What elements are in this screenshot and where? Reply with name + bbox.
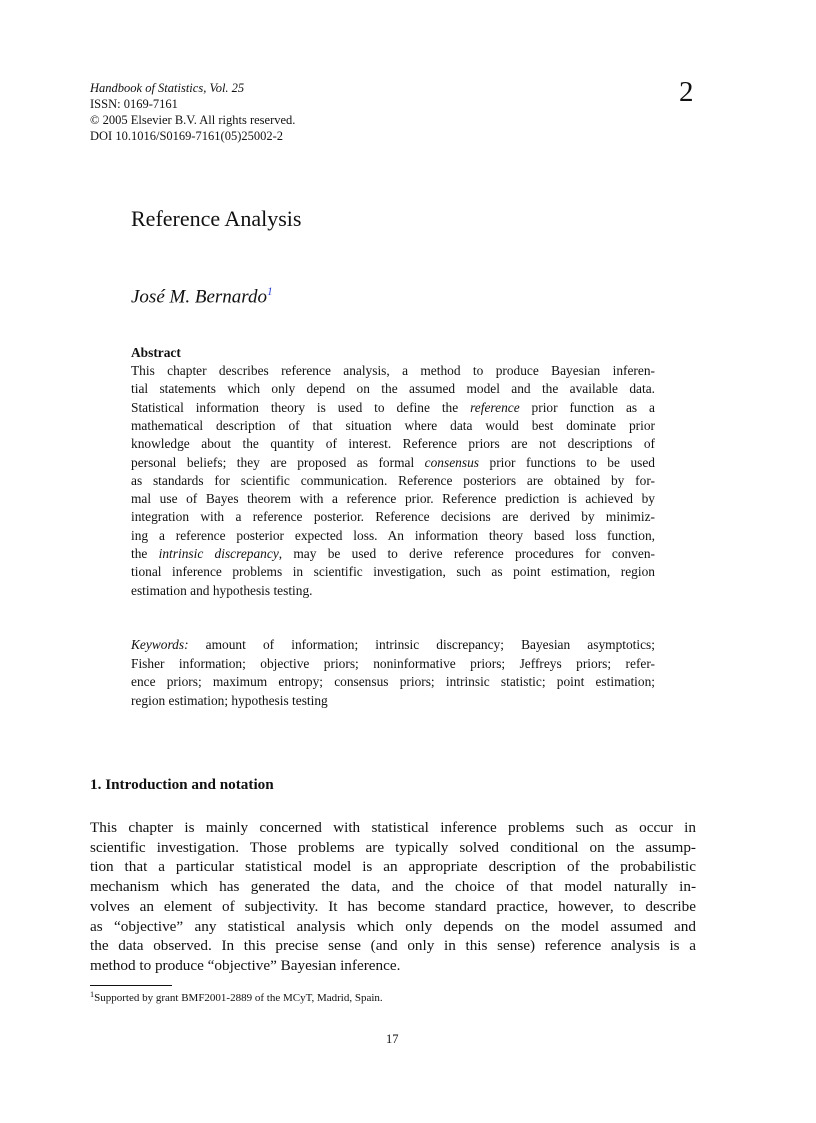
journal-name: Handbook of Statistics, Vol. 25	[90, 81, 245, 95]
text-segment: mathematical description of that situation where data would best dominate prior	[131, 417, 655, 433]
text-segment: personal beliefs; they are proposed as formal	[131, 454, 425, 470]
text-line	[90, 956, 696, 975]
text-line	[131, 692, 655, 710]
text-segment: integration with a reference posterior. Reference decisions are derived by minimiz-	[131, 509, 655, 525]
text-segment: the	[131, 546, 159, 561]
footnote	[90, 990, 383, 1004]
text-segment: Statistical information theory is used to define the	[131, 399, 471, 415]
copyright: © 2005 Elsevier B.V. All rights reserved.	[90, 113, 296, 127]
doi: DOI 10.1016/S0169-7161(05)25002-2	[90, 129, 284, 143]
emphasis-text: Keywords:	[131, 637, 189, 652]
footnote-mark: 1	[90, 990, 95, 999]
text-line	[131, 380, 655, 398]
text-line	[90, 877, 696, 896]
text-segment: Fisher information; objective priors; noninformative priors; Jeffreys priors; refer-	[131, 655, 655, 671]
text-segment: ing a reference posterior expected loss. An information theory based loss function,	[131, 527, 655, 543]
author	[131, 286, 273, 308]
chapter-number: 2	[679, 76, 694, 108]
emphasis-text: consensus	[424, 454, 479, 470]
text-line	[90, 936, 696, 955]
text-segment: region estimation; hypothesis testing	[131, 693, 328, 709]
text-segment: the data observed. In this precise sense (and only in this sense) reference analysis is a	[90, 937, 696, 955]
text-line	[90, 897, 696, 916]
text-segment: as standards for scientific communication. Reference posteriors are obtained by for-	[131, 472, 655, 488]
text-segment: , may be used to derive reference procedures for conven-	[278, 546, 655, 561]
section-heading: 1. Introduction and notation	[90, 776, 274, 793]
text-line	[131, 508, 655, 526]
text-segment: prior function as a	[519, 399, 655, 415]
text-line	[90, 818, 696, 837]
text-line	[131, 417, 655, 435]
text-segment: scientific investigation. Those problems are typically solved conditional on the assump-	[90, 838, 696, 856]
text-line	[131, 362, 655, 380]
text-line	[131, 527, 655, 545]
text-line	[131, 673, 655, 691]
text-segment: mechanism which has generated the data, and the choice of that model naturally in-	[90, 878, 696, 896]
text-line	[90, 838, 696, 857]
text-segment: mal use of Bayes theorem with a reference prior. Reference prediction is achieved by	[131, 491, 655, 507]
text-segment: ence priors; maximum entropy; consensus priors; intrinsic statistic; point estimation;	[131, 674, 655, 690]
text-segment: volves an element of subjectivity. It has become standard practice, however, to describe	[90, 897, 696, 915]
text-segment: This chapter is mainly concerned with statistical inference problems such as occur in	[90, 819, 696, 836]
text-segment: tial statements which only depend on the assumed model and the available data.	[131, 381, 655, 397]
author-footnote-mark[interactable]: 1	[266, 286, 273, 298]
text-line	[131, 454, 655, 472]
author-name: José M. Bernardo	[131, 286, 267, 308]
abstract-heading: Abstract	[131, 345, 181, 360]
text-segment: tional inference problems in scientific investigation, such as point estimation, region	[131, 564, 655, 580]
issn: ISSN: 0169-7161	[90, 97, 178, 111]
text-line	[131, 435, 655, 453]
text-line	[90, 857, 696, 876]
text-line	[131, 472, 655, 490]
footnote-text: Supported by grant BMF2001-2889 of the MCyT, Madrid, Spain.	[94, 992, 383, 1004]
chapter-title: Reference Analysis	[131, 206, 302, 231]
text-segment: estimation and hypothesis testing.	[131, 582, 313, 598]
page-number: 17	[386, 1032, 399, 1046]
text-segment: as “objective” any statistical analysis which only depends on the model assumed and	[90, 917, 696, 935]
emphasis-text: reference	[470, 399, 520, 415]
text-line	[131, 490, 655, 508]
text-line	[131, 563, 655, 581]
footnote-rule	[90, 985, 172, 986]
text-segment: tion that a particular statistical model is an appropriate description of the probabilistic	[90, 858, 696, 876]
text-segment: amount of information; intrinsic discrepancy; Bayesian asymptotics;	[188, 637, 655, 652]
text-line	[131, 636, 655, 654]
text-segment: knowledge about the quantity of interest. Reference priors are not descriptions of	[131, 436, 655, 452]
text-line	[131, 399, 655, 417]
text-segment: method to produce “objective” Bayesian inference.	[90, 956, 401, 974]
emphasis-text: intrinsic discrepancy	[158, 546, 279, 561]
text-segment: prior functions to be used	[478, 454, 655, 470]
text-segment: This chapter describes reference analysis, a method to produce Bayesian inferen-	[131, 363, 655, 378]
text-line	[131, 545, 655, 563]
text-line	[131, 655, 655, 673]
text-line	[90, 917, 696, 936]
text-line	[131, 582, 655, 600]
